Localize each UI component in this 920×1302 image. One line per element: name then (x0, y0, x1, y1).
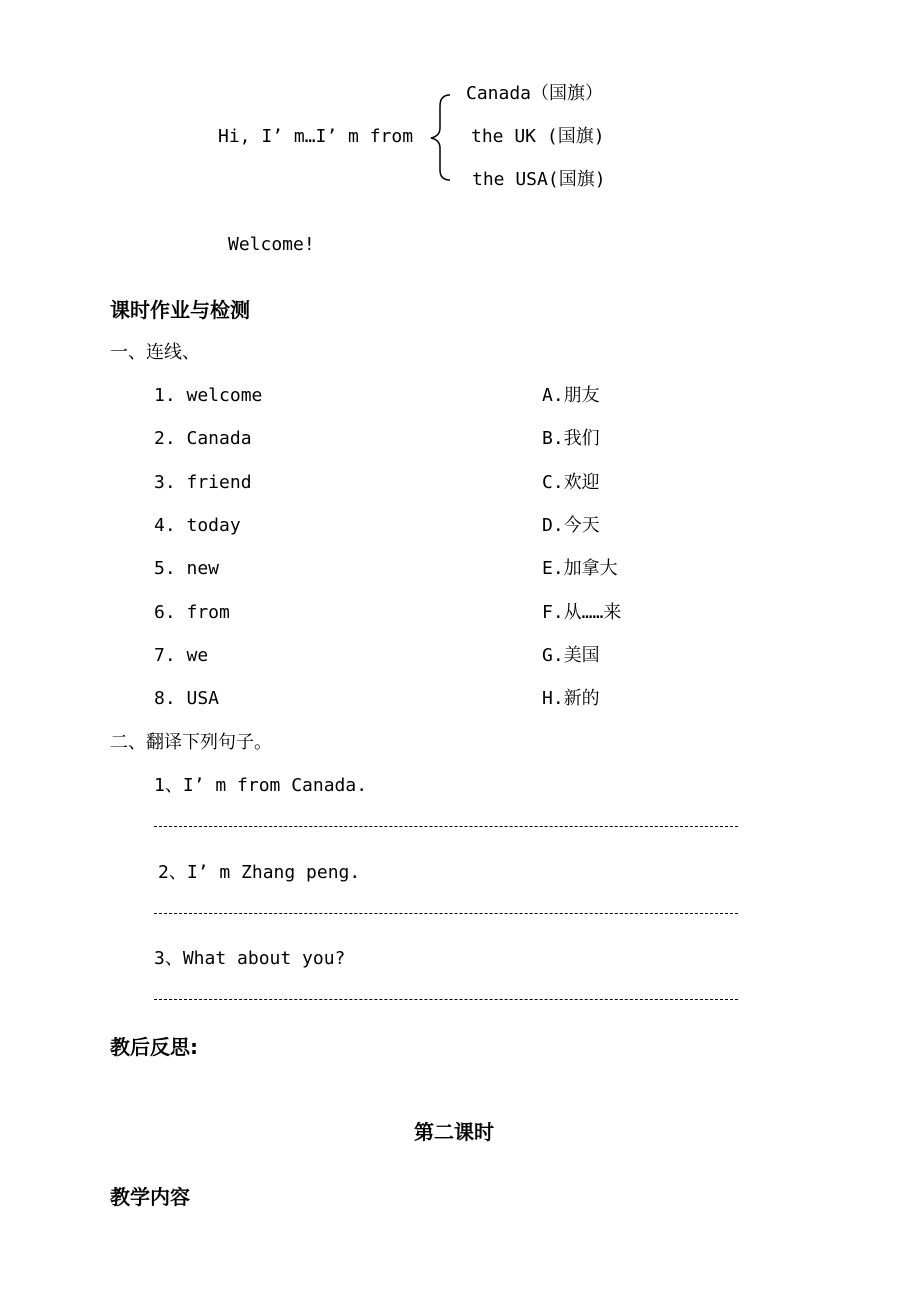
translate-sentence: 3、What about you? (154, 948, 346, 969)
reflection-heading: 教后反思: (110, 1035, 198, 1059)
match-left-item: 4. today (154, 515, 241, 536)
match-left-item: 6. from (154, 602, 230, 623)
answer-line[interactable] (154, 826, 738, 827)
match-right-item: G.美国 (542, 645, 600, 666)
lesson2-content-heading: 教学内容 (110, 1185, 190, 1209)
lesson2-title: 第二课时 (414, 1120, 494, 1144)
intro-lead: Hi, I’ m…I’ m from (218, 126, 414, 147)
match-left-item: 7. we (154, 645, 209, 666)
translate-sentence: 2、I’ m Zhang peng. (158, 862, 361, 883)
intro-option: the UK (国旗) (471, 126, 605, 147)
match-left-item: 1. welcome (154, 385, 263, 406)
match-left-item: 2. Canada (154, 428, 252, 449)
match-right-item: F.从……来 (542, 602, 622, 623)
answer-line[interactable] (154, 913, 738, 914)
answer-line[interactable] (154, 999, 738, 1000)
section2-title: 二、翻译下列句子。 (110, 732, 272, 753)
match-right-item: B.我们 (542, 428, 600, 449)
match-right-item: D.今天 (542, 515, 600, 536)
section1-title: 一、连线、 (110, 342, 200, 363)
match-left-item: 3. friend (154, 472, 252, 493)
match-right-item: C.欢迎 (542, 472, 600, 493)
homework-heading: 课时作业与检测 (110, 298, 250, 322)
translate-sentence: 1、I’ m from Canada. (154, 775, 368, 796)
match-right-item: H.新的 (542, 688, 600, 709)
welcome-text: Welcome! (228, 234, 315, 255)
match-right-item: A.朋友 (542, 385, 600, 406)
match-right-item: E.加拿大 (542, 558, 618, 579)
brace-icon (428, 92, 454, 182)
intro-option: Canada（国旗） (466, 83, 604, 104)
match-left-item: 8. USA (154, 688, 220, 709)
intro-option: the USA(国旗) (472, 169, 606, 190)
match-left-item: 5. new (154, 558, 220, 579)
